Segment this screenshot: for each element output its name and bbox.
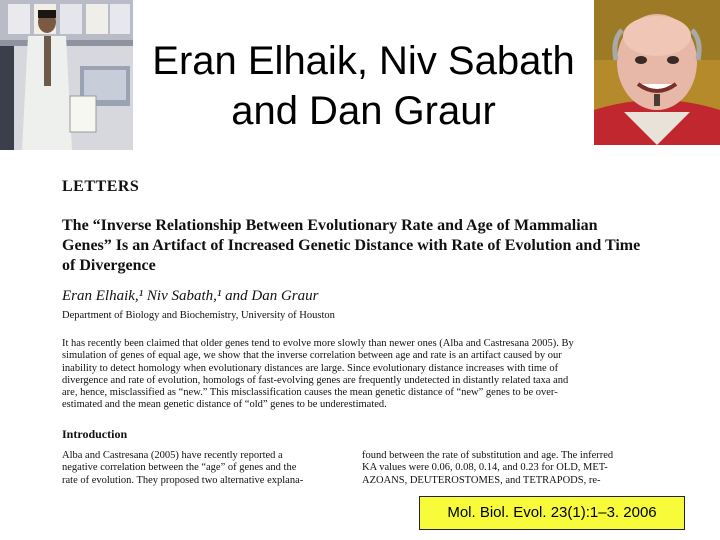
- abstract-line: It has recently been claimed that older genes tend to evolve more slowly than newer ones (Alba and Castresana 2005). By: [62, 338, 574, 349]
- slide-title-line-1: Eran Elhaik, Niv Sabath: [152, 39, 575, 83]
- author-photo-right: [594, 0, 720, 145]
- author-photo-left: [0, 0, 133, 150]
- slide-title: [133, 36, 594, 136]
- intro-left-line: rate of evolution. They proposed two alternative explana-: [62, 474, 304, 486]
- intro-column-left: [62, 450, 347, 487]
- paper-affiliation: Department of Biology and Biochemistry, University of Houston: [62, 310, 335, 321]
- intro-right-line: KA values were 0.06, 0.08, 0.14, and 0.23 for OLD, MET-: [362, 462, 608, 474]
- slide-title-line-2: and Dan Graur: [231, 89, 496, 133]
- abstract-line: are, hence, misclassified as “new.” This misclassification causes the mean genetic distance of “new” genes to be over-: [62, 387, 558, 399]
- abstract-line: estimated and the mean genetic distance of “old” genes to be underestimated.: [62, 399, 387, 411]
- intro-right-line: AZOANS, DEUTEROSTOMES, and TETRAPODS, re-: [362, 474, 601, 486]
- intro-column-right: [362, 450, 647, 487]
- introduction-heading: Introduction: [62, 427, 128, 441]
- paper-title: The “Inverse Relationship Between Evolutionary Rate and Age of Mammalian Genes” Is an Artifact of Increased Genetic Distance with Rate of Evolution and Time of Divergence: [62, 217, 641, 274]
- intro-left-line: Alba and Castresana (2005) have recently reported a: [62, 450, 283, 461]
- intro-left-line: negative correlation between the “age” of genes and the: [62, 462, 297, 474]
- author-photo-left-image: [0, 0, 133, 150]
- section-label: LETTERS: [62, 178, 140, 195]
- journal-citation-box: Mol. Biol. Evol. 23(1):1–3. 2006: [419, 496, 685, 530]
- abstract-line: divergence and rate of evolution, homologs of fast-evolving genes are frequently undetected in distantly related taxa and: [62, 374, 569, 386]
- author-photo-right-image: [594, 0, 720, 145]
- abstract-line: inability to detect homology when evolutionary distances are large. Since evolutionary distance increases with time of: [62, 362, 559, 374]
- paper-authors: Eran Elhaik,¹ Niv Sabath,¹ and Dan Graur: [62, 288, 319, 304]
- abstract-line: simulation of genes of equal age, we show that the inverse correlation between age and rate is an artifact caused by our: [62, 350, 562, 362]
- paper-abstract: [62, 338, 647, 412]
- intro-right-line: found between the rate of substitution and age. The inferred: [362, 450, 614, 461]
